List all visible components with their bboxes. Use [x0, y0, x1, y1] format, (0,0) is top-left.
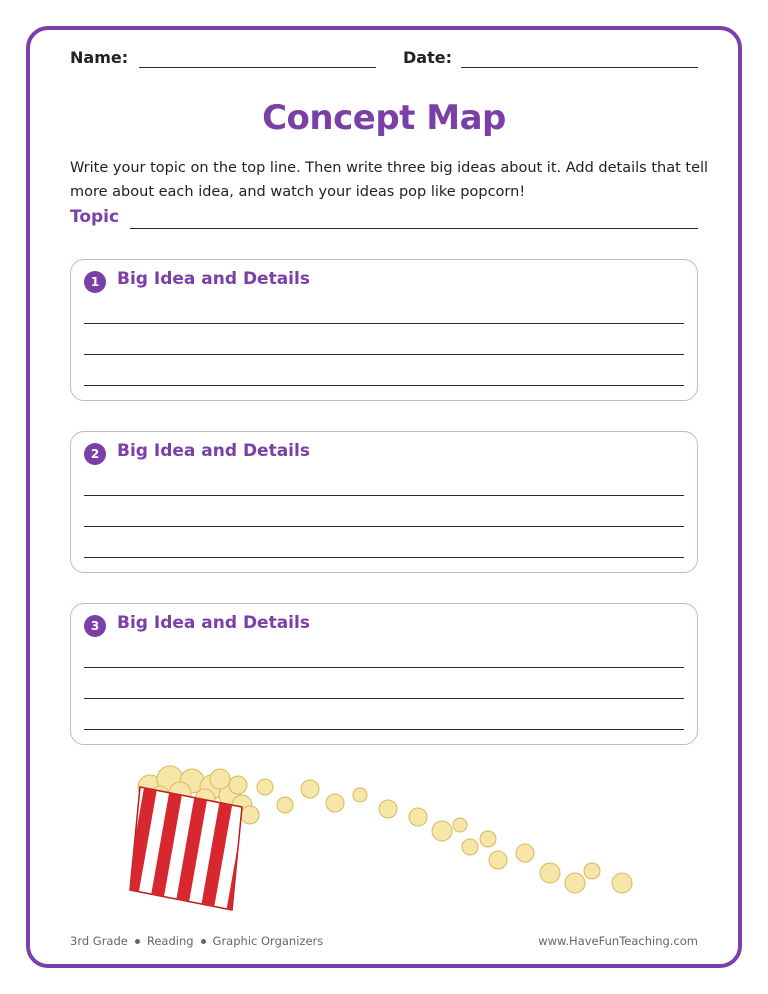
writing-line[interactable] — [84, 354, 684, 355]
footer-tag-category: Graphic Organizers — [212, 934, 324, 948]
writing-line[interactable] — [84, 698, 684, 699]
writing-line[interactable] — [84, 729, 684, 730]
topic-field[interactable] — [130, 228, 698, 229]
footer-tag-grade: 3rd Grade — [70, 934, 128, 948]
page-title: Concept Map — [262, 98, 506, 138]
writing-line[interactable] — [84, 495, 684, 496]
writing-line[interactable] — [84, 667, 684, 668]
big-idea-box-2 — [70, 431, 698, 573]
name-label: Name: — [70, 48, 129, 67]
separator-dot-icon — [135, 939, 140, 944]
writing-line[interactable] — [84, 323, 684, 324]
number-badge: 2 — [84, 443, 106, 465]
date-label: Date: — [403, 48, 452, 67]
footer-website[interactable]: www.HaveFunTeaching.com — [538, 934, 698, 948]
box-title: Big Idea and Details — [117, 269, 310, 289]
number-badge: 3 — [84, 615, 106, 637]
big-idea-box-1 — [70, 259, 698, 401]
name-field[interactable] — [139, 67, 376, 68]
topic-label: Topic — [70, 207, 120, 227]
date-field[interactable] — [461, 67, 698, 68]
separator-dot-icon — [201, 939, 206, 944]
footer-tag-subject: Reading — [146, 934, 194, 948]
instructions-text: Write your topic on the top line. Then write three big ideas about it. Add details that tell more about each idea, and watch your ideas pop like popcorn! — [70, 160, 709, 200]
popcorn-bucket-icon — [120, 765, 650, 915]
big-idea-box-3 — [70, 603, 698, 745]
number-badge: 1 — [84, 271, 106, 293]
box-title: Big Idea and Details — [117, 441, 310, 461]
writing-line[interactable] — [84, 557, 684, 558]
footer-tags — [70, 934, 323, 948]
writing-line[interactable] — [84, 385, 684, 386]
box-title: Big Idea and Details — [117, 613, 310, 633]
writing-line[interactable] — [84, 526, 684, 527]
